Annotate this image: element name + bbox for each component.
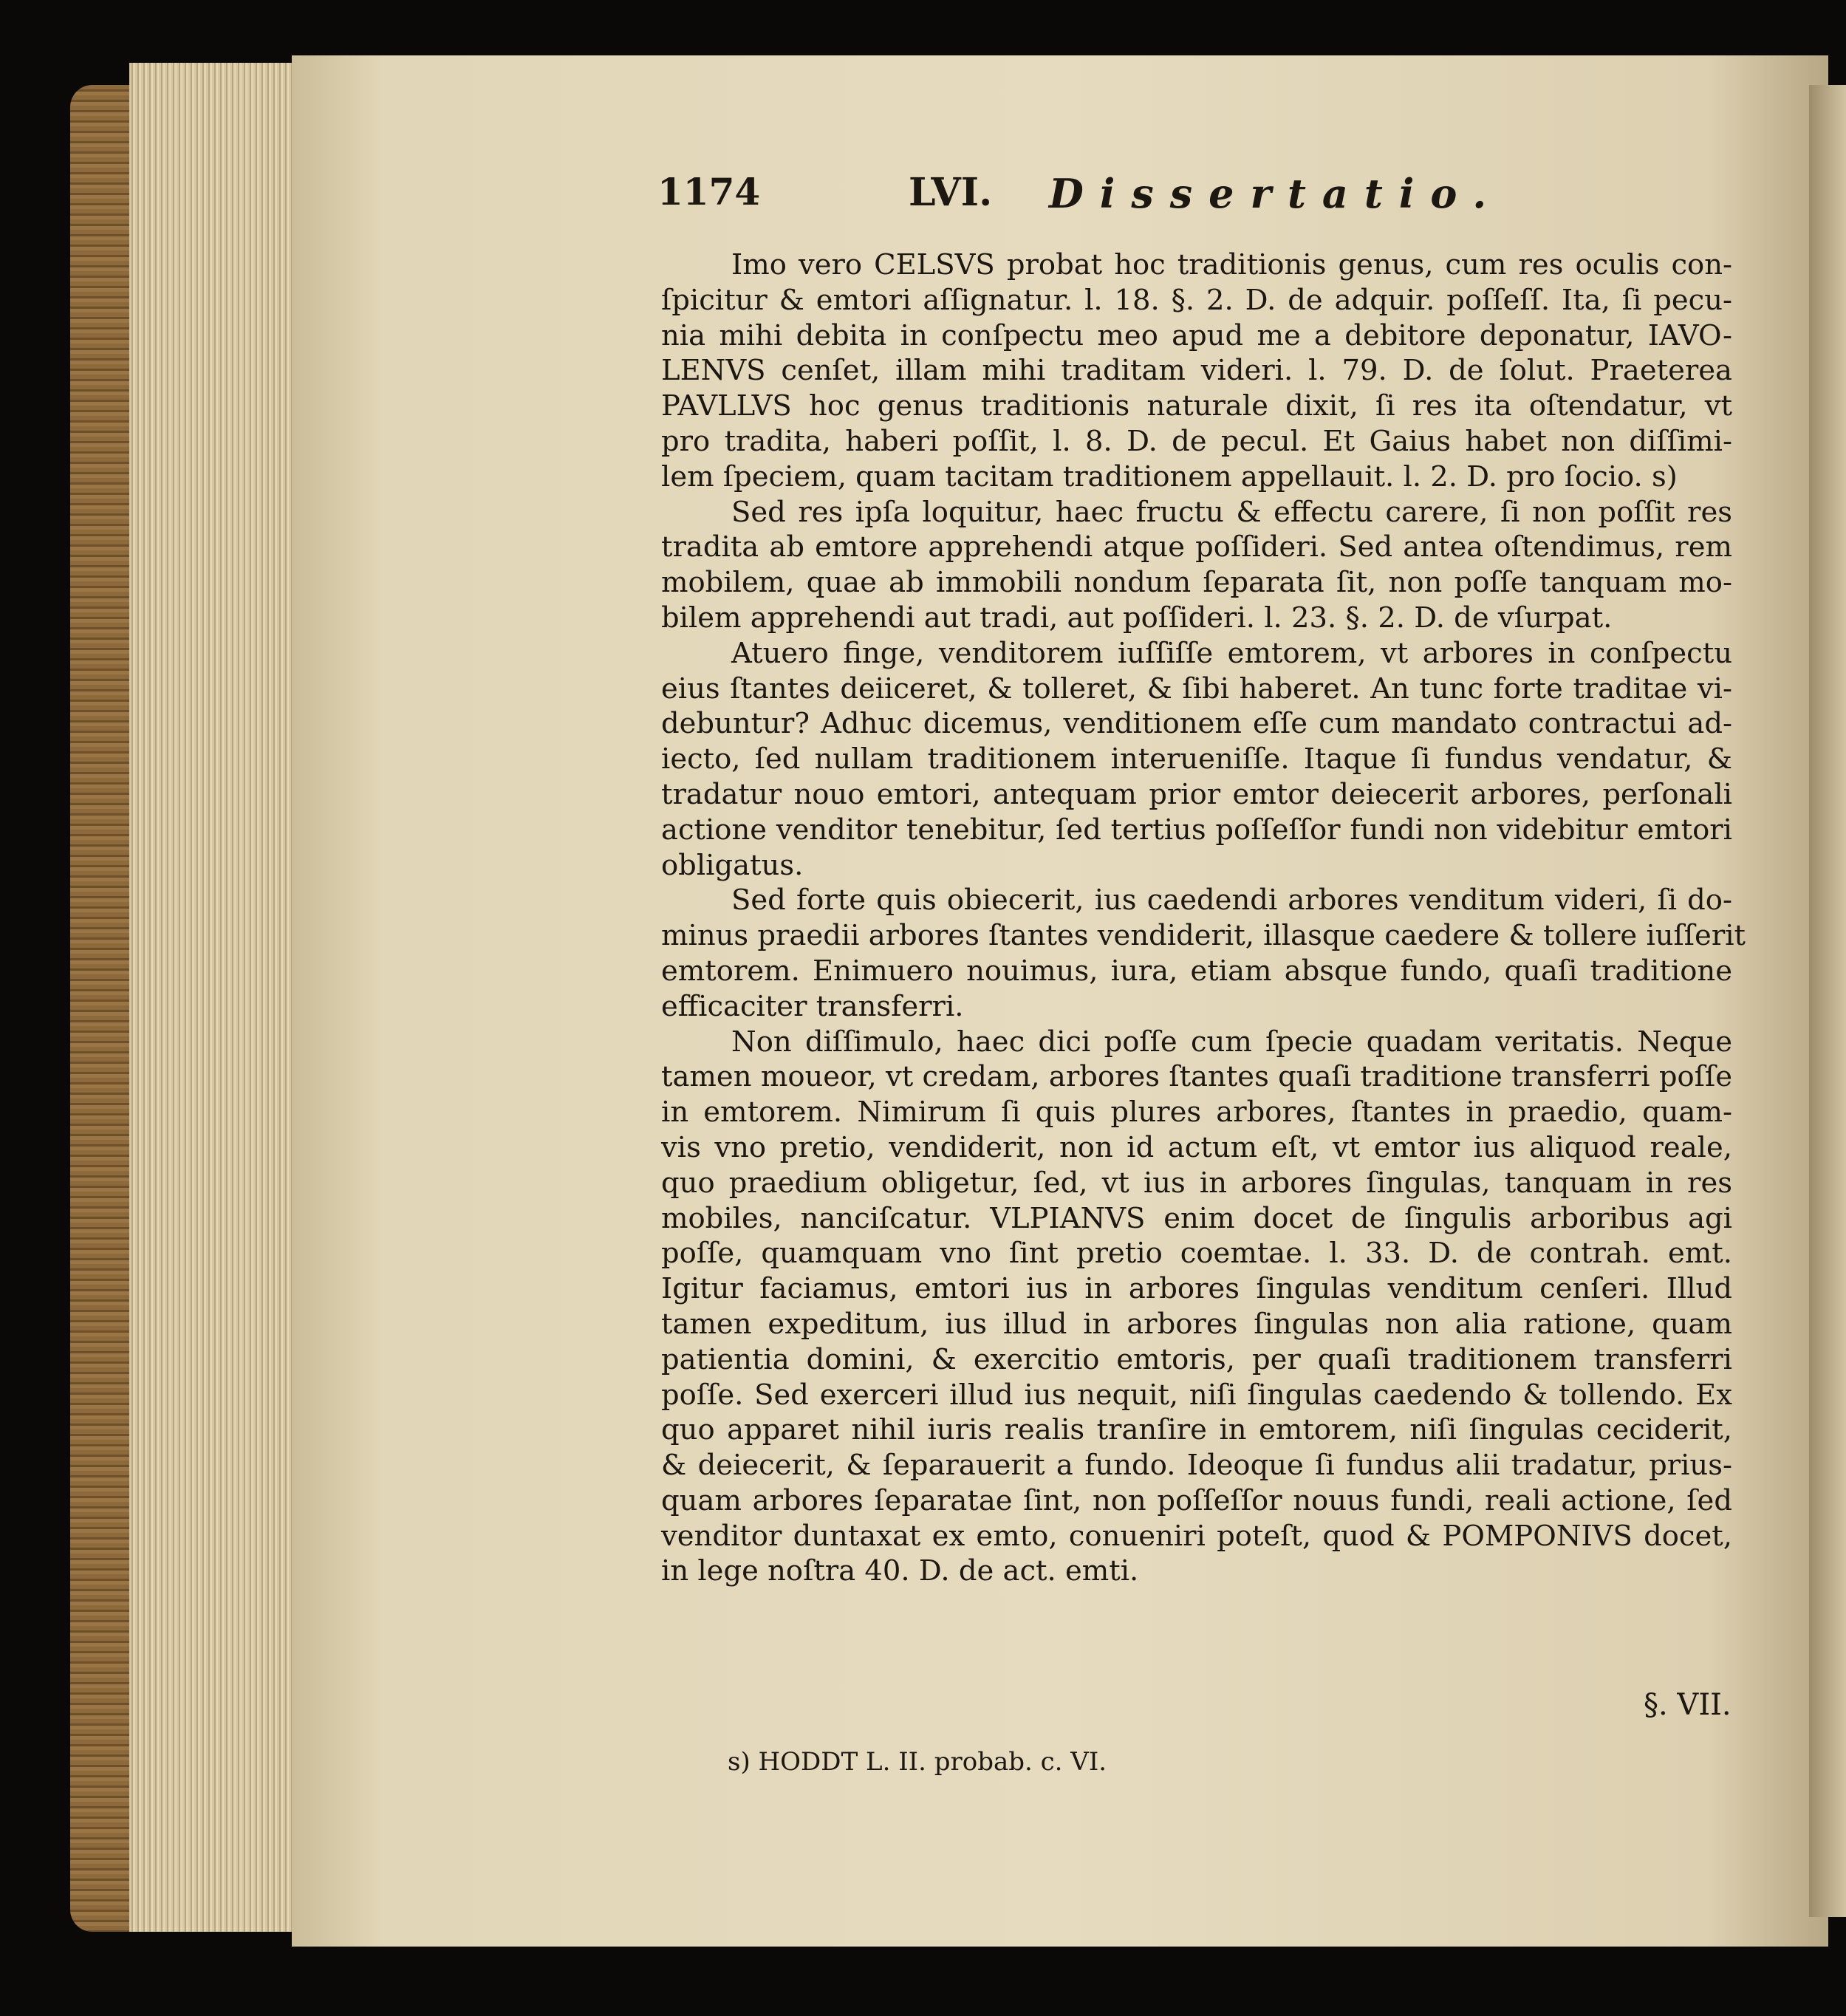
text-line: LENVS cenſet, illam mihi traditam videri. l. 79. D. de ſolut. Praeterea <box>661 354 1732 388</box>
text-line: PAVLLVS hoc genus traditionis naturale dixit, ſi res ita oſtendatur, vt <box>661 389 1732 423</box>
book-spine <box>70 85 129 1932</box>
text-line: eius ſtantes deiiceret, & tolleret, & ſibi haberet. An tunc forte traditae vi- <box>661 672 1732 705</box>
text-line: venditor duntaxat ex emto, conueniri poteſt, quod & POMPONIVS docet, <box>661 1519 1732 1553</box>
text-line: emtorem. Enimuero nouimus, iura, etiam absque fundo, quaſi traditione <box>661 954 1732 988</box>
text-line: nia mihi debita in conſpectu meo apud me a debitore deponatur, IAVO- <box>661 318 1732 352</box>
text-line: tradita ab emtore apprehendi atque poſſideri. Sed antea oſtendimus, rem <box>661 530 1732 564</box>
text-line: bilem apprehendi aut tradi, aut poſſideri. l. 23. §. 2. D. de vſurpat. <box>661 601 1613 635</box>
text-line: tradatur nouo emtori, antequam prior emtor deiecerit arbores, perſonali <box>661 777 1732 811</box>
text-line: tamen moueor, vt credam, arbores ſtantes quaſi traditione transferri poſſe <box>661 1060 1732 1094</box>
text-line: vis vno pretio, vendiderit, non id actum eſt, vt emtor ius aliquod reale, <box>661 1130 1732 1164</box>
text-line: in emtorem. Nimirum ſi quis plures arbores, ſtantes in praedio, quam- <box>661 1096 1732 1130</box>
text-line: in lege noſtra 40. D. de act. emti. <box>661 1554 1139 1588</box>
page-edges <box>129 63 307 1932</box>
body-text <box>661 247 1746 1589</box>
text-line: efficaciter transferri. <box>661 989 964 1023</box>
text-line: quam arbores ſeparatae ſint, non poſſeſſor nouus fundi, reali actione, ſed <box>661 1483 1732 1517</box>
text-line: Imo vero CELSVS probat hoc traditionis genus, cum res oculis con- <box>731 248 1732 281</box>
text-line: lem ſpeciem, quam tacitam traditionem appellauit. l. 2. D. pro ſocio. s) <box>661 459 1678 493</box>
text-line: Non diſſimulo, haec dici poſſe cum ſpecie quadam veritatis. Neque <box>731 1025 1732 1059</box>
text-line: Atuero finge, venditorem iuſſiſſe emtorem, vt arbores in conſpectu <box>731 636 1732 670</box>
text-line: Sed forte quis obiecerit, ius caedendi arbores venditum videri, ſi do- <box>731 884 1732 918</box>
text-line: actione venditor tenebitur, ſed tertius poſſeſſor fundi non videbitur emtori <box>661 813 1732 847</box>
page-number: 1174 <box>657 170 761 213</box>
text-line: Igitur faciamus, emtori ius in arbores ſingulas venditum cenſeri. Illud <box>661 1272 1732 1306</box>
text-line: debuntur? Adhuc dicemus, venditionem eſſe cum mandato contractui ad- <box>661 707 1732 741</box>
text-line: poſſe. Sed exerceri illud ius nequit, niſi ſingulas caedendo & tollendo. Ex <box>661 1378 1732 1412</box>
text-line: Sed res ipſa loquitur, haec fructu & effectu carere, ſi non poſſit res <box>731 495 1732 529</box>
facing-page-edge <box>1809 85 1846 1917</box>
text-line: patientia domini, & exercitio emtoris, per quaſi traditionem transferri <box>661 1342 1732 1376</box>
text-line: minus praedii arbores ſtantes vendiderit, illasque caedere & tollere iuſſerit <box>661 919 1746 953</box>
text-line: ſpicitur & emtori aſſignatur. l. 18. §. 2. D. de adquir. poſſeſſ. Ita, ſi pecu- <box>661 283 1732 317</box>
text-line: & deiecerit, & ſeparauerit a fundo. Ideoque ſi fundus alii tradatur, prius- <box>661 1449 1732 1483</box>
text-line: poſſe, quamquam vno ſint pretio coemtae. l. 33. D. de contrah. emt. <box>661 1237 1732 1271</box>
text-line: tamen expeditum, ius illud in arbores ſingulas non alia ratione, quam <box>661 1307 1732 1341</box>
dissertation-number: LVI. <box>909 170 993 215</box>
text-line: mobiles, nanciſcatur. VLPIANVS enim docet de ſingulis arboribus agi <box>661 1201 1732 1235</box>
text-line: quo praedium obligetur, ſed, vt ius in arbores ſingulas, tanquam in res <box>661 1166 1732 1200</box>
running-title: Dissertatio. <box>1049 170 1503 217</box>
text-line: obligatus. <box>661 848 804 882</box>
section-mark: §. VII. <box>1644 1688 1732 1722</box>
text-line: iecto, ſed nullam traditionem interueniſſe. Itaque ſi fundus vendatur, & <box>661 742 1732 776</box>
footnote: s) HODDT L. II. probab. c. VI. <box>728 1747 1107 1777</box>
text-line: quo apparet nihil iuris realis tranſire in emtorem, niſi ſingulas ceciderit, <box>661 1413 1732 1447</box>
running-header <box>657 170 1839 229</box>
text-line: pro tradita, haberi poſſit, l. 8. D. de pecul. Et Gaius habet non diſſimi- <box>661 424 1732 458</box>
text-line: mobilem, quae ab immobili nondum ſeparata ſit, non poſſe tanquam mo- <box>661 566 1732 600</box>
